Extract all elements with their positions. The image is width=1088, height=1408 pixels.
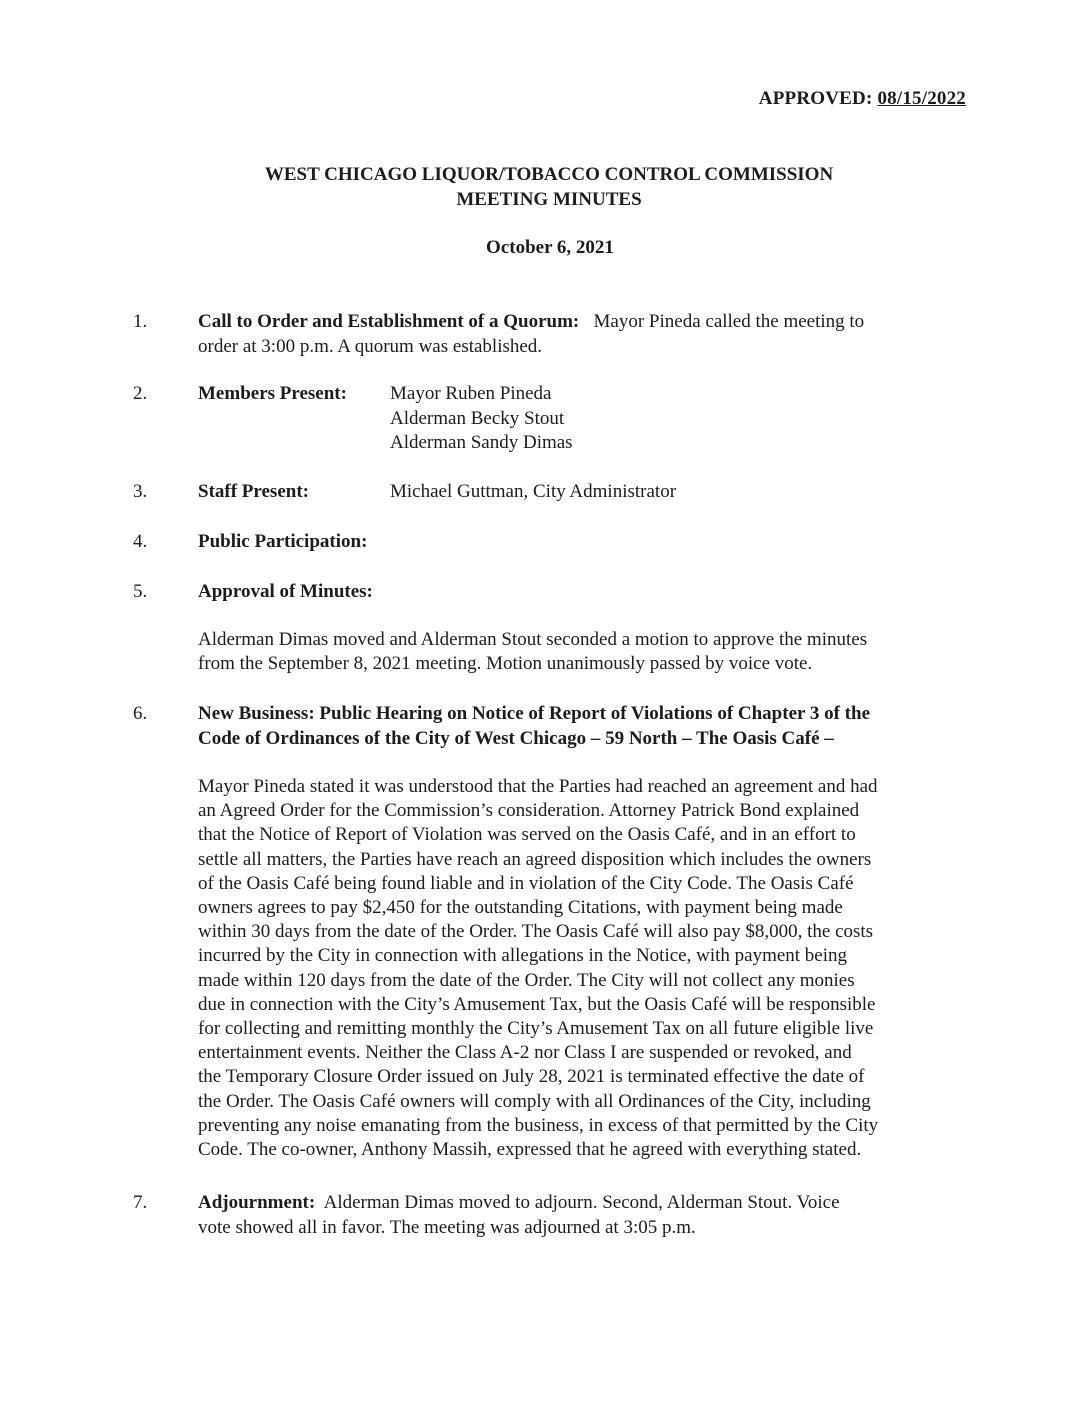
title-line-1: WEST CHICAGO LIQUOR/TOBACCO CONTROL COMMISSION [264,164,834,185]
paragraph-line: incurred by the City in connection with allegations in the Notice, with payment being [198,945,848,967]
item-heading: Adjournment: [198,1192,316,1213]
members-list [390,382,573,456]
hearing-paragraph [198,775,973,1162]
item-number: 1. [133,311,148,332]
title-line-2: MEETING MINUTES [456,189,642,210]
paragraph-line: preventing any noise emanating from the business, in excess of that permitted by the City [198,1114,879,1136]
item-number: 5. [133,581,148,602]
paragraph-line: the Order. The Oasis Café owners will comply with all Ordinances of the City, including [198,1090,871,1112]
approval-stamp [759,88,966,110]
item-heading: Public Participation: [198,531,368,552]
paragraph-line: the Temporary Closure Order issued on July 28, 2021 is terminated effective the date of [198,1066,865,1088]
item-text-line-1: Mayor Pineda called the meeting to [593,311,865,332]
item-text-line-1: Alderman Dimas moved to adjourn. Second, Alderman Stout. Voice [323,1192,840,1213]
paragraph-line: Code. The co-owner, Anthony Massih, expressed that he agreed with everything stated. [198,1139,862,1161]
paragraph-line: due in connection with the City’s Amusement Tax, but the Oasis Café will be responsible [198,993,876,1015]
paragraph-line: entertainment events. Neither the Class A-2 nor Class I are suspended or revoked, and [198,1042,852,1064]
approved-date: 08/15/2022 [877,88,966,109]
document-title [0,162,1088,212]
meeting-date: October 6, 2021 [486,237,614,258]
paragraph-line: made within 120 days from the date of the Order. The City will not collect any monies [198,969,855,991]
paragraph-line: within 30 days from the date of the Order. The Oasis Café will also pay $8,000, the costs [198,921,874,943]
paragraph-line: that the Notice of Report of Violation was served on the Oasis Café, and in an effort to [198,824,856,846]
member-name: Alderman Becky Stout [390,407,565,429]
paragraph-line: Mayor Pineda stated it was understood that the Parties had reached an agreement and had [198,776,878,797]
member-name: Mayor Ruben Pineda [390,383,552,404]
item-heading: Staff Present: [198,481,309,502]
item-number: 3. [133,481,148,502]
item-heading: Call to Order and Establishment of a Quorum: [198,311,580,332]
paragraph-line: an Agreed Order for the Commission’s consideration. Attorney Patrick Bond explained [198,800,860,822]
approval-paragraph [198,628,973,676]
paragraph-line: from the September 8, 2021 meeting. Motion unanimously passed by voice vote. [198,653,813,675]
paragraph-line: for collecting and remitting monthly the City’s Amusement Tax on all future eligible live [198,1018,874,1040]
item-number: 7. [133,1192,148,1213]
item-number: 6. [133,703,148,724]
paragraph-line: Alderman Dimas moved and Alderman Stout seconded a motion to approve the minutes [198,629,868,650]
paragraph-line: settle all matters, the Parties have reach an agreed disposition which includes the owners [198,848,872,870]
item-heading [198,702,973,751]
item-number: 2. [133,383,148,404]
item-heading: Members Present: [198,383,347,404]
heading-line-2: Code of Ordinances of the City of West Chicago – 59 North – The Oasis Café – [198,727,834,749]
approved-label: APPROVED: [758,88,873,109]
item-text-line-2: order at 3:00 p.m. A quorum was established. [198,335,543,357]
member-name: Alderman Sandy Dimas [390,432,573,453]
item-text-line-2: vote showed all in favor. The meeting was adjourned at 3:05 p.m. [198,1216,696,1238]
paragraph-line: owners agrees to pay $2,450 for the outstanding Citations, with payment being made [198,897,843,919]
heading-line-1: New Business: Public Hearing on Notice of Report of Violations of Chapter 3 of the [198,703,871,724]
staff-name: Michael Guttman, City Administrator [390,481,677,502]
item-number: 4. [133,531,148,552]
item-heading: Approval of Minutes: [198,581,373,602]
paragraph-line: of the Oasis Café being found liable and in violation of the City Code. The Oasis Café [198,872,854,894]
